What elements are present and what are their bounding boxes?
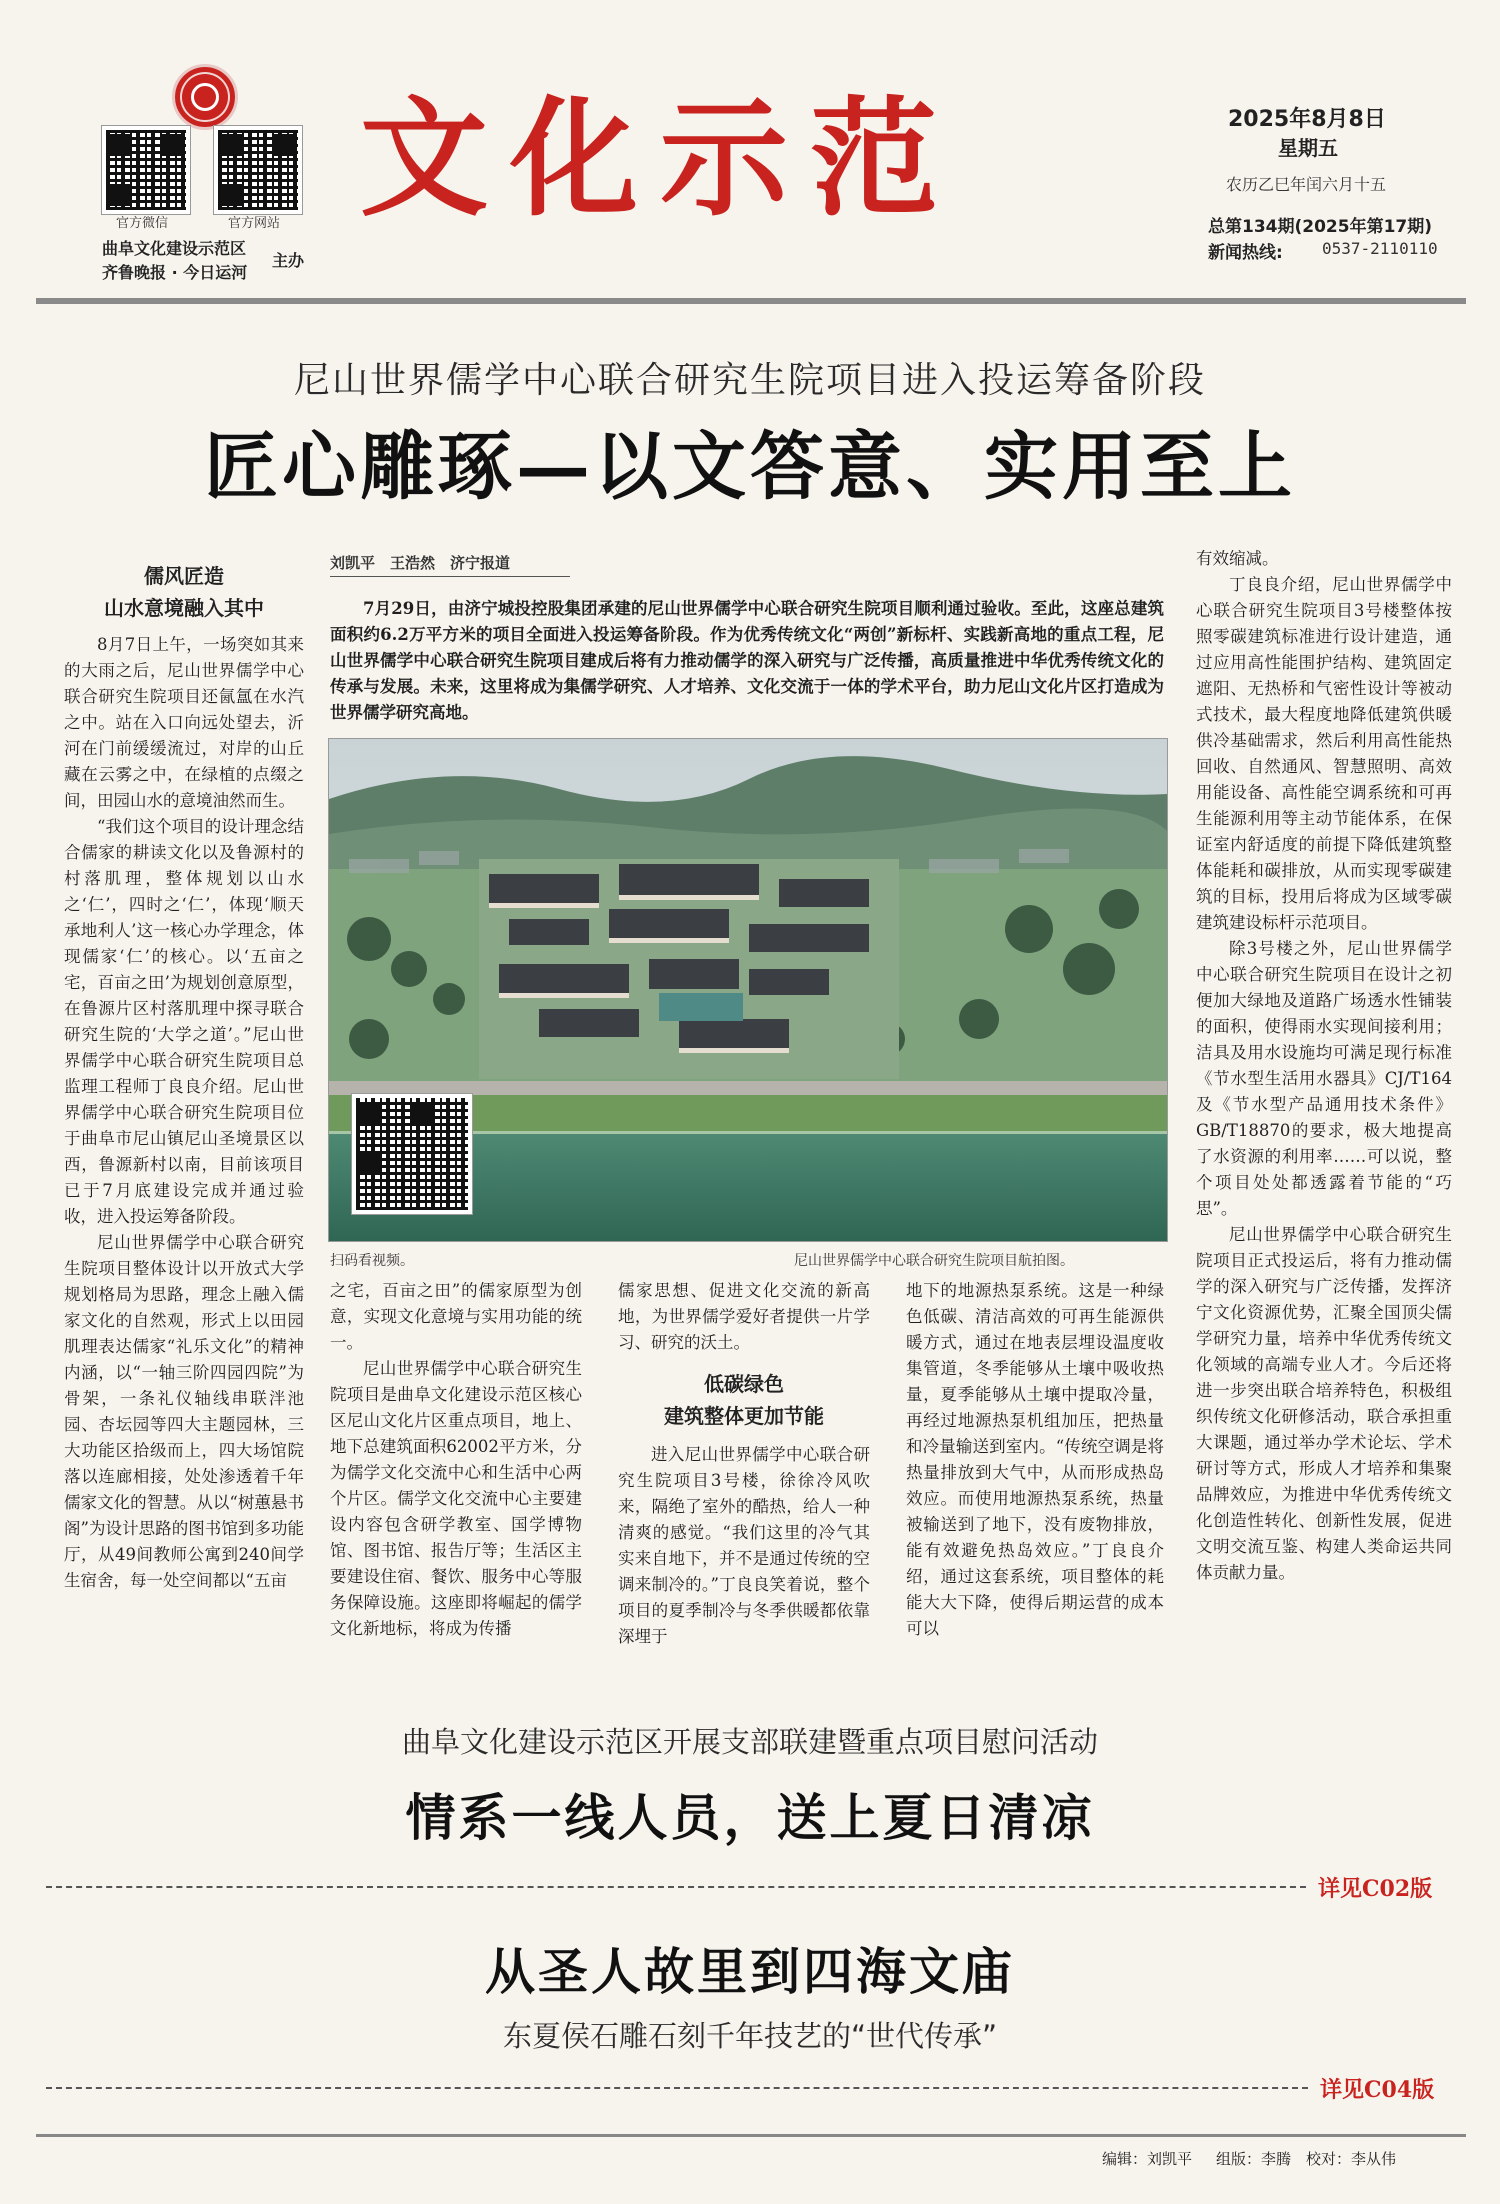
column-5 (1196, 546, 1452, 1586)
col4-paragraph-1: 地下的地源热泵系统。这是一种绿色低碳、清洁高效的可再生能源供暖方式，通过在地表层埋设温度收集管道，冬季能够从土壤中吸收热量，夏季能够从土壤中提取冷量，再经过地源热泵机组加压，把热量和冷量输送到室内。“传统空调是将热量排放到大气中，从而形成热岛效应。而使用地源热泵系统，热量被输送到了地下，没有废物排放，能有效避免热岛效应。”丁良良介绍，通过这套系统，项目整体的耗能大大下降，使得后期运营的成本可以 (906, 1281, 1164, 1638)
promo1-title: 情系一线人员，送上夏日清凉 (405, 1788, 1095, 1847)
promo1-see-page-link[interactable]: 详见C02版 (1318, 1876, 1433, 1902)
issue-number: 总第134期(2025年第17期) (1208, 217, 1432, 237)
organizer-line-2: 齐鲁晚报 · 今日运河 (102, 263, 248, 282)
footer-layout: 组版：李腾 (1216, 2150, 1292, 2168)
qr-wechat-label: 官方微信 (115, 216, 168, 231)
promo2-title: 从圣人故里到四海文庙 (485, 1942, 1015, 2001)
organizer-role: 主办 (272, 251, 305, 270)
emblem-seal-icon (172, 64, 238, 130)
masthead-title: 文化示范 (360, 85, 961, 234)
col1-paragraph-2: “我们这个项目的设计理念结合儒家的耕读文化以及鲁源村的村落肌理，整体规划以山水之‘仁’，四时之‘仁’，体现‘顺天承地利人’这一核心办学理念，体现儒家‘仁’的核心。以‘五亩之宅，百亩之田’为规划创意原型，在鲁源片区村落肌理中探寻联合研究生院的‘大学之道’。”尼山世界儒学中心联合研究生院项目总监理工程师丁良良介绍。尼山世界儒学中心联合研究生院项目位于曲阜市尼山镇尼山圣境景区以西，鲁源新村以南，目前该项目已于7月底建设完成并通过验收，进入投运筹备阶段。 (64, 817, 304, 1226)
issue-weekday: 星期五 (1278, 136, 1338, 160)
col5-paragraph-4: 尼山世界儒学中心联合研究生院项目正式投运后，将有力推动儒学的深入研究与广泛传播，发挥济宁文化资源优势，汇聚全国顶尖儒学研究力量，培养中华优秀传统文化领域的高端专业人才。今后还将进一步突出联合培养特色，积极组织传统文化研修活动，联合承担重大课题，通过举办学术论坛、学术研讨等方式，形成人才培养和集聚品牌效应，为推进中华优秀传统文化创造性转化、创新性发展，促进文明交流互鉴、构建人类命运共同体贡献力量。 (1196, 1225, 1452, 1582)
lead-intro-text: 7月29日，由济宁城投控股集团承建的尼山世界儒学中心联合研究生院项目顺利通过验收。至此，这座总建筑面积约6.2万平方米的项目全面进入投运筹备阶段。作为优秀传统文化“两创”新标杆、实践新高地的重点工程，尼山世界儒学中心联合研究生院项目建成后将有力推动儒学的深入研究与广泛传播，高质量推进中华优秀传统文化的传承与发展。未来，这里将成为集儒学研究、人才培养、文化交流于一体的学术平台，助力尼山文化片区打造成为世界儒学研究高地。 (330, 599, 1164, 722)
column-4 (906, 1278, 1164, 1642)
col3-paragraph-2: 进入尼山世界儒学中心联合研究生院项目3号楼，徐徐冷风吹来，隔绝了室外的酷热，给人一种清爽的感觉。“我们这里的冷气其实来自地下，并不是通过传统的空调来制冷的。”丁良良笑着说，整个项目的夏季制冷与冬季供暖都依靠深埋于 (618, 1445, 870, 1646)
hotline-label: 新闻热线: (1208, 243, 1283, 263)
col5-paragraph-2: 丁良良介绍，尼山世界儒学中心联合研究生院项目3号楼整体按照零碳建筑标准进行设计建造，通过应用高性能围护结构、建筑固定遮阳、无热桥和气密性设计等被动式技术，最大程度地降低建筑供暖供冷基础需求，然后利用高性能热回收、自然通风、智慧照明、高效用能设备、高性能空调系统和可再生能源利用等主动节能体系，在保证室内舒适度的前提下降低建筑整体能耗和碳排放，从而实现零碳建筑的目标，投用后将成为区域零碳建筑建设标杆示范项目。 (1196, 575, 1452, 932)
col2-paragraph-2: 尼山世界儒学中心联合研究生院项目是曲阜文化建设示范区核心区尼山文化片区重点项目，地上、地下总建筑面积62002平方米，分为儒学文化交流中心和生活中心两个片区。儒学文化交流中心主要建设内容包含研学教室、国学博物馆、图书馆、报告厅等；生活区主要建设住宿、餐饮、服务中心等服务保障设施。这座即将崛起的儒学文化新地标，将成为传播 (330, 1359, 582, 1638)
col3-subhead-1: 低碳绿色 (704, 1372, 784, 1396)
col1-paragraph-1: 8月7日上午，一场突如其来的大雨之后，尼山世界儒学中心联合研究生院项目还氤氲在水汽之中。站在入口向远处望去，沂河在门前缓缓流过，对岸的山丘藏在云雾之中，在绿植的点缀之间，田园山水的意境油然而生。 (64, 635, 304, 810)
issue-date: 2025年8月8日 (1228, 107, 1386, 132)
footer-proofreader: 校对：李从伟 (1306, 2150, 1397, 2168)
col2-paragraph-1: 之宅，百亩之田”的儒家原型为创意，实现文化意境与实用功能的统一。 (330, 1281, 582, 1352)
lunar-date: 农历乙巳年闰六月十五 (1226, 175, 1387, 194)
lead-intro (330, 596, 1164, 726)
wechat-qr-code[interactable] (102, 126, 190, 214)
footer-rule (36, 2134, 1466, 2137)
byline-rule (330, 576, 570, 577)
col3-paragraph-1: 儒家思想、促进文化交流的新高地，为世界儒学爱好者提供一片学习、研究的沃土。 (618, 1281, 870, 1352)
lead-kicker: 尼山世界儒学中心联合研究生院项目进入投运筹备阶段 (293, 360, 1206, 401)
column-3 (618, 1278, 870, 1650)
video-qr-code[interactable] (352, 1094, 472, 1214)
promo2-see-page-link[interactable]: 详见C04版 (1320, 2077, 1435, 2103)
promo2-kicker: 东夏侯石雕石刻千年技艺的“世代传承” (502, 2019, 998, 2053)
column-1 (64, 560, 304, 1594)
col5-paragraph-1: 有效缩减。 (1196, 549, 1279, 568)
qr-web-label: 官方网站 (227, 216, 280, 231)
col3-subhead-2: 建筑整体更加节能 (664, 1404, 824, 1428)
col1-paragraph-3: 尼山世界儒学中心联合研究生院项目整体设计以开放式大学规划格局为思路，理念上融入儒家文化的自然观，形式上以田园肌理表达儒家“礼乐文化”的精神内涵，以“一轴三阶四园四院”为骨架，一条礼仪轴线串联泮池园、杏坛园等四大主题园林，三大功能区拾级而上，四大场馆院落以连廊相接，处处渗透着千年儒家文化的智慧。从以“树蕙悬书阁”为设计思路的图书馆到多功能厅，从49间教师公寓到240间学生宿舍，每一处空间都以“五亩 (64, 1233, 304, 1590)
promo1-kicker: 曲阜文化建设示范区开展支部联建暨重点项目慰问活动 (401, 1725, 1098, 1759)
lead-headline: 匠心雕琢—以文答意、实用至上 (204, 424, 1296, 510)
photo-caption-right: 尼山世界儒学中心联合研究生院项目航拍图。 (794, 1253, 1074, 1269)
promo2-dash-line (46, 2087, 1308, 2089)
promo1-dash-line (46, 1886, 1306, 1888)
column-2 (330, 1278, 582, 1642)
col5-paragraph-3: 除3号楼之外，尼山世界儒学中心联合研究生院项目在设计之初便加大绿地及道路广场透水性铺装的面积，使得雨水实现间接利用；洁具及用水设施均可满足现行标准《节水型生活用水器具》CJ/T164及《节水型产品通用技术条件》GB/T18870的要求，极大地提高了水资源的利用率……可以说，整个项目处处都透露着节能的“巧思”。 (1196, 939, 1452, 1218)
hotline-number: 0537-2110110 (1322, 239, 1438, 258)
organizer-line-1: 曲阜文化建设示范区 (102, 239, 247, 258)
col1-subhead-1: 儒风匠造 (144, 564, 224, 588)
website-qr-code[interactable] (214, 126, 302, 214)
col1-subhead-2: 山水意境融入其中 (104, 596, 264, 620)
lead-byline: 刘凯平 王浩然 济宁报道 (330, 554, 511, 572)
footer-editor: 编辑：刘凯平 (1102, 2150, 1193, 2168)
masthead-divider (36, 298, 1466, 304)
photo-caption-left: 扫码看视频。 (330, 1253, 414, 1269)
